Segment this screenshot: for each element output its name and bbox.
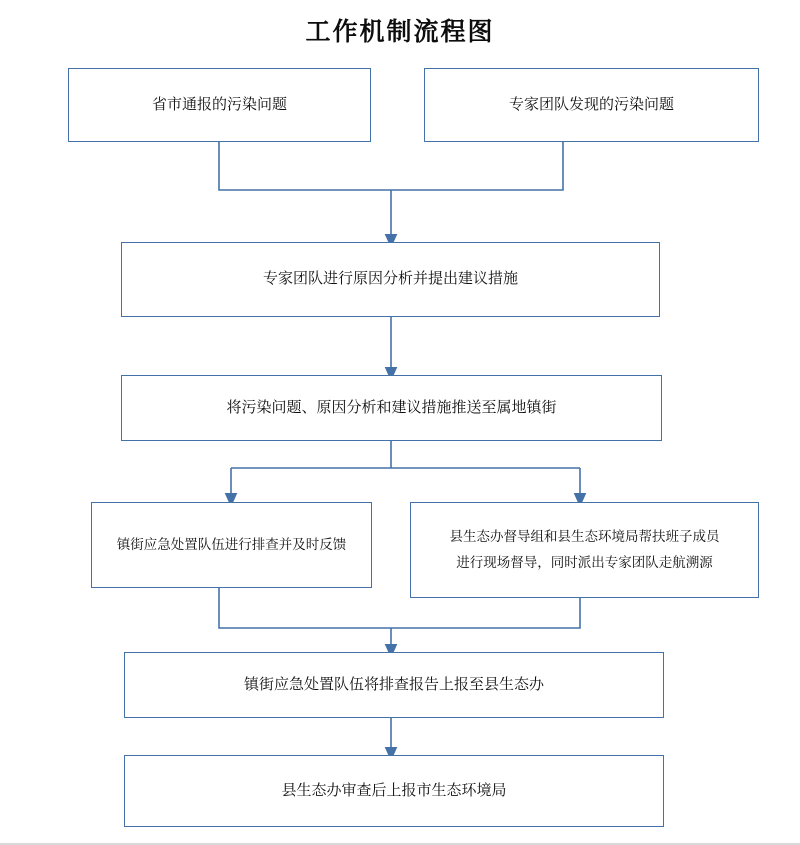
node-label: 县生态办审查后上报市生态环境局 (281, 782, 507, 799)
node-label-line2: 进行现场督导，同时派出专家团队走航溯源 (456, 555, 713, 570)
node-county-supervision[interactable] (410, 502, 759, 598)
node-provincial-report[interactable] (68, 68, 371, 142)
node-expert-found[interactable] (424, 68, 759, 142)
node-report-to-county[interactable] (124, 652, 664, 718)
node-label: 专家团队进行原因分析并提出建议措施 (262, 271, 518, 288)
node-label: 将污染问题、原因分析和建议措施推送至属地镇街 (226, 399, 557, 416)
node-label: 镇街应急处置队伍将排查报告上报至县生态办 (243, 676, 544, 693)
node-county-review-report[interactable] (124, 755, 664, 827)
page-title: 工作机制流程图 (305, 19, 495, 46)
node-push-to-town[interactable] (121, 375, 662, 441)
node-expert-analysis[interactable] (121, 242, 660, 317)
node-label: 专家团队发现的污染问题 (508, 96, 674, 113)
node-town-emergency-team[interactable] (91, 502, 372, 588)
edge-top-merge (219, 142, 563, 190)
node-label: 省市通报的污染问题 (151, 96, 287, 113)
node-label: 镇街应急处置队伍进行排查并及时反馈 (116, 537, 347, 553)
node-label-line1: 县生态办督导组和县生态环境局帮扶班子成员 (449, 529, 720, 545)
